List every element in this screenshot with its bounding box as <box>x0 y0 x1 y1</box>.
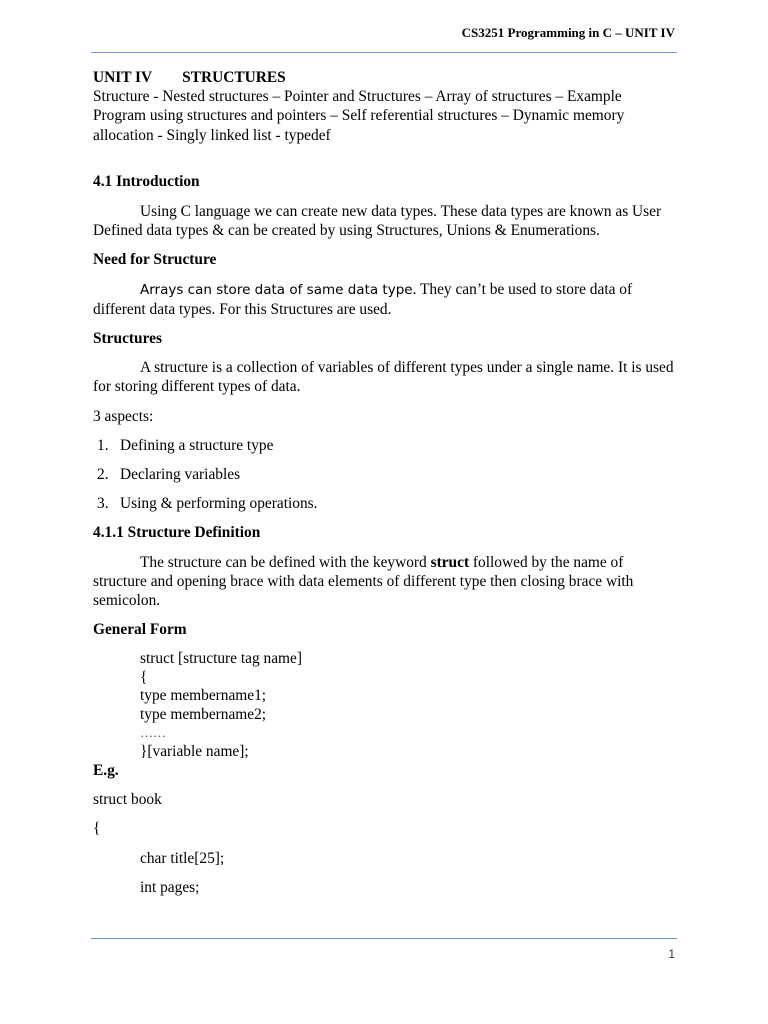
page-number: 1 <box>668 947 675 961</box>
page-content <box>93 68 677 897</box>
definition-paragraph: The structure can be defined with the keyword struct followed by the name of structure and opening brace with data elements of different type then closing brace with semicolon. <box>93 553 634 610</box>
code-line: type membername1; <box>140 687 267 705</box>
list-item: 1. Defining a structure type <box>97 436 274 454</box>
list-item: 2. Declaring variables <box>97 466 241 484</box>
code-line: { <box>140 668 148 686</box>
header-rule <box>91 52 677 53</box>
unit-label: UNIT IV <box>93 69 153 86</box>
example-line: char title[25]; <box>140 849 225 867</box>
need-text-part1: Arrays can store data of same data type <box>140 281 413 298</box>
example-line: int pages; <box>140 878 200 896</box>
general-form-heading: General Form <box>93 621 187 639</box>
code-line: struct [structure tag name] <box>140 650 302 668</box>
footer-rule <box>91 938 677 939</box>
structures-heading: Structures <box>93 330 162 348</box>
need-text-part2: . They can’t be used to store data of different data types. For this Structures are used. <box>93 280 633 318</box>
unit-title <box>93 68 677 87</box>
intro-paragraph: Using C language we can create new data types. These data types are known as User Defined data types & can be created by using Structures, Unions & Enumerations. <box>93 203 662 240</box>
example-line: { <box>93 820 101 838</box>
unit-topics: Structure - Nested structures – Pointer and Structures – Array of structures – Example Program using structures and pointers – Self referential structures – Dynamic memory allocation - Singly linked list - typedef <box>93 88 625 144</box>
definition-heading: 4.1.1 Structure Definition <box>93 524 261 542</box>
structures-paragraph: A structure is a collection of variables of different types under a single name. It is used for storing different types of data. <box>93 359 674 396</box>
general-form-code <box>93 650 677 760</box>
list-item: 3. Using & performing operations. <box>97 495 318 513</box>
aspects-label: 3 aspects: <box>93 407 154 425</box>
need-heading: Need for Structure <box>93 251 217 269</box>
code-line: …… <box>140 725 166 741</box>
struct-keyword: struct <box>430 553 470 571</box>
example-line: struct book <box>93 791 162 809</box>
need-paragraph <box>93 280 677 319</box>
code-line: type membername2; <box>140 705 267 723</box>
code-line: }[variable name]; <box>140 742 249 760</box>
example-heading: E.g. <box>93 761 119 779</box>
unit-name: STRUCTURES <box>182 69 286 86</box>
intro-heading: 4.1 Introduction <box>93 172 200 190</box>
running-header: CS3251 Programming in C – UNIT IV <box>461 25 675 40</box>
